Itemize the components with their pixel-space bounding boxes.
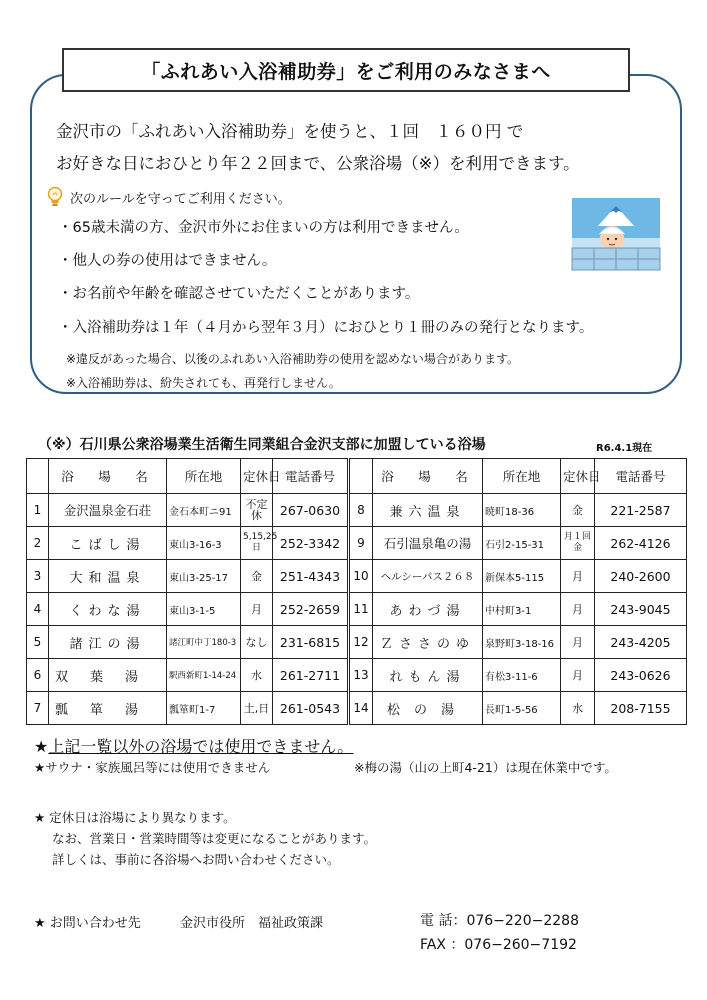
bath-address: 有松3-11-6 (483, 659, 561, 692)
bath-address: 石引2-15-31 (483, 527, 561, 560)
bath-address: 東山3-16-3 (167, 527, 241, 560)
bath-no: 2 (27, 527, 49, 560)
intro-line-1: 金沢市の「ふれあい入浴補助券」を使うと、１回 １６０円 で (56, 122, 524, 141)
bath-closed: 金 (561, 494, 595, 527)
bath-phone: 251-4343 (273, 560, 349, 593)
bath-name: 松の湯 (373, 692, 483, 725)
rule-item: ・お名前や年齢を確認させていただくことがあります。 (58, 286, 420, 302)
bath-closed: 月 (561, 626, 595, 659)
bath-phone: 261-0543 (273, 692, 349, 725)
bath-phone: 262-4126 (595, 527, 687, 560)
bath-name: あわづ湯 (373, 593, 483, 626)
bath-closed: なし (241, 626, 273, 659)
bath-phone: 243-0626 (595, 659, 687, 692)
bath-address: 長町1-5-56 (483, 692, 561, 725)
footnote: なお、営業日・営業時間等は変更になることがあります。 (52, 831, 377, 846)
bath-name: Ｚささのゆ (373, 626, 483, 659)
header-name: 浴 場 名 (373, 459, 483, 494)
bath-no: 5 (27, 626, 49, 659)
lightbulb-icon (46, 186, 64, 208)
bath-name: 瓢箪湯 (49, 692, 167, 725)
bath-name: れもん湯 (373, 659, 483, 692)
contact-tel: 電 話：076−220−2288 (420, 913, 579, 929)
header-no (349, 459, 373, 494)
bath-name: こばし湯 (49, 527, 167, 560)
table-row (27, 527, 687, 560)
contact-fax: FAX ：076−260−7192 (420, 937, 577, 953)
bath-name: 石引温泉亀の湯 (373, 527, 483, 560)
bath-closed: 月 (561, 593, 595, 626)
bath-closed: 土,日 (241, 692, 273, 725)
bath-phone: 243-4205 (595, 626, 687, 659)
warning-main-text: 上記一覧以外の浴場では使用できません。 (48, 737, 354, 756)
bath-address: 駅西新町1-14-24 (167, 659, 241, 692)
bath-address: 瓢箪町1-7 (167, 692, 241, 725)
table-row (27, 659, 687, 692)
bath-phone: 231-6815 (273, 626, 349, 659)
bath-no: 9 (349, 527, 373, 560)
bath-no: 10 (349, 560, 373, 593)
table-row (27, 494, 687, 527)
bath-closed: 金 (241, 560, 273, 593)
warning-sauna: ★サウナ・家族風呂等には使用できません (34, 760, 271, 775)
bath-closed: 月 (561, 659, 595, 692)
header-phone: 電話番号 (595, 459, 687, 494)
bath-no: 12 (349, 626, 373, 659)
rules-title: 次のルールを守ってご利用ください。 (70, 192, 291, 207)
bath-closed: 水 (241, 659, 273, 692)
table-row (27, 626, 687, 659)
bath-no: 6 (27, 659, 49, 692)
bath-phone: 261-2711 (273, 659, 349, 692)
bath-name: 兼六温泉 (373, 494, 483, 527)
contact-org: 金沢市役所 福祉政策課 (180, 916, 324, 931)
bath-address: 泉野町3-18-16 (483, 626, 561, 659)
bath-closed: 月 (241, 593, 273, 626)
contact-label: ★ お問い合わせ先 (34, 916, 141, 931)
intro-line-2: お好きな日におひとり年２２回まで、公衆浴場（※）を利用できます。 (56, 154, 580, 173)
bathhouse-table (26, 458, 687, 725)
bath-no: 11 (349, 593, 373, 626)
bath-phone: 252-2659 (273, 593, 349, 626)
warning-line (34, 758, 684, 780)
rule-item: ・入浴補助券は１年（４月から翌年３月）におひとり１冊のみの発行となります。 (58, 320, 594, 336)
bath-no: 3 (27, 560, 49, 593)
rule-note: ※違反があった場合、以後のふれあい入浴補助券の使用を認めない場合があります。 (66, 352, 519, 366)
rule-note: ※入浴補助券は、紛失されても、再発行しません。 (66, 376, 341, 390)
bath-no: 8 (349, 494, 373, 527)
footnote: ★ 定休日は浴場により異なります。 (34, 810, 236, 825)
bath-no: 14 (349, 692, 373, 725)
table-row (27, 692, 687, 725)
table-heading: （※）石川県公衆浴場業生活衛生同業組合金沢支部に加盟している浴場 (38, 437, 486, 453)
bath-address: 新保本5-115 (483, 560, 561, 593)
table-row (27, 560, 687, 593)
bath-phone: 240-2600 (595, 560, 687, 593)
header-no (27, 459, 49, 494)
bath-name: 双葉湯 (49, 659, 167, 692)
table-row (27, 593, 687, 626)
header-address: 所在地 (483, 459, 561, 494)
header-closed: 定休日 (241, 459, 273, 494)
bath-phone: 267-0630 (273, 494, 349, 527)
star-mark: ★ (34, 737, 49, 756)
header-closed: 定休日 (561, 459, 595, 494)
bath-illustration (572, 198, 660, 270)
table-header-row (27, 459, 687, 494)
bath-name: ヘルシーパス２６８ (373, 560, 483, 593)
warning-main (34, 734, 353, 757)
bath-address: 中村町3-1 (483, 593, 561, 626)
bath-phone: 221-2587 (595, 494, 687, 527)
bath-name: くわな湯 (49, 593, 167, 626)
bath-closed: 5,15,25日 (241, 527, 273, 560)
bath-name: 大和温泉 (49, 560, 167, 593)
bath-address: 東山3-1-5 (167, 593, 241, 626)
bath-no: 4 (27, 593, 49, 626)
warning-ume: ※梅の湯（山の上町4-21）は現在休業中です。 (354, 760, 617, 775)
header-phone: 電話番号 (273, 459, 349, 494)
bath-address: 金石本町ニ91 (167, 494, 241, 527)
header-address: 所在地 (167, 459, 241, 494)
bath-closed: 不定休 (241, 494, 273, 527)
bath-name: 金沢温泉金石荘 (49, 494, 167, 527)
bath-phone: 208-7155 (595, 692, 687, 725)
rule-item: ・他人の券の使用はできません。 (58, 253, 277, 269)
bath-phone: 252-3342 (273, 527, 349, 560)
page-title: 「ふれあい入浴補助券」をご利用のみなさまへ (62, 48, 630, 92)
bath-closed: 水 (561, 692, 595, 725)
header-name: 浴 場 名 (49, 459, 167, 494)
bath-closed: 月 (561, 560, 595, 593)
bath-address: 諸江町中丁180-3 (167, 626, 241, 659)
rule-item: ・65歳未満の方、金沢市外にお住まいの方は利用できません。 (58, 220, 469, 236)
bath-closed: 月１回金 (561, 527, 595, 560)
bath-no: 7 (27, 692, 49, 725)
bath-address: 暁町18-36 (483, 494, 561, 527)
as-of-date: R6.4.1現在 (596, 443, 653, 454)
bath-no: 1 (27, 494, 49, 527)
footnote: 詳しくは、事前に各浴場へお問い合わせください。 (52, 852, 340, 867)
bath-no: 13 (349, 659, 373, 692)
bath-phone: 243-9045 (595, 593, 687, 626)
bath-name: 諸江の湯 (49, 626, 167, 659)
bath-address: 東山3-25-17 (167, 560, 241, 593)
